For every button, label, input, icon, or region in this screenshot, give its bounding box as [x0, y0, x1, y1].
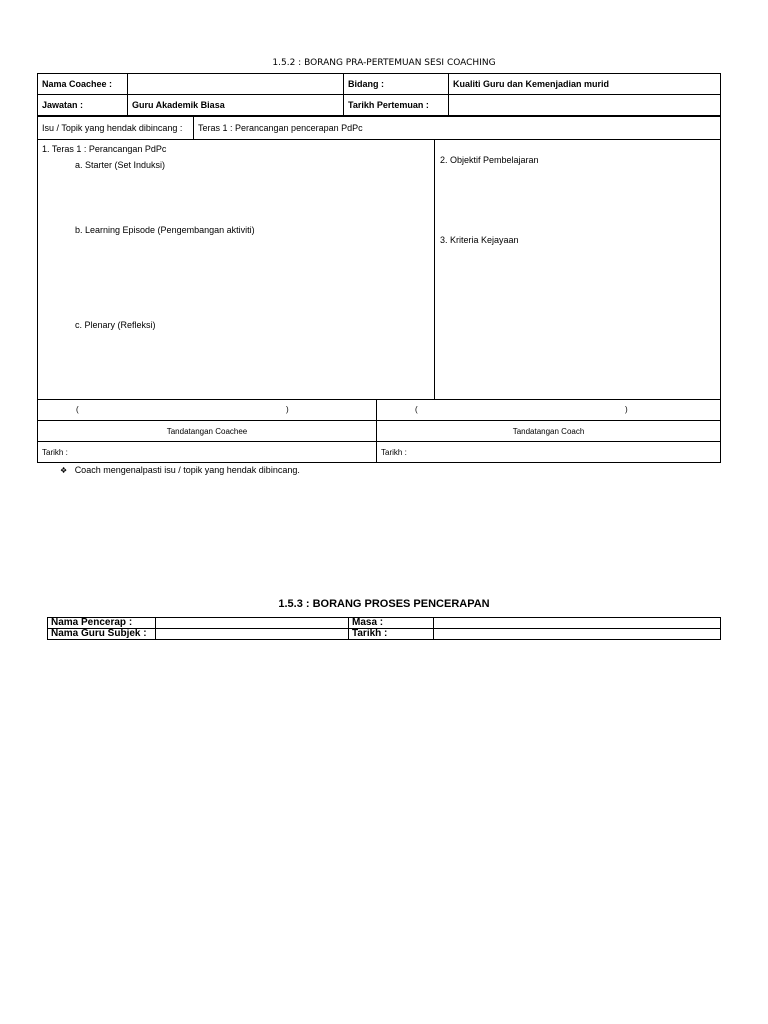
masa-label: Masa :: [349, 618, 434, 629]
pencerapan-table: [47, 617, 721, 640]
coaching-header-table: [37, 73, 721, 116]
sig-close-paren: ): [286, 405, 289, 414]
note: [60, 465, 300, 475]
diamond-bullet-icon: ❖: [60, 466, 68, 475]
objektif-item: 2. Objektif Pembelajaran: [440, 155, 539, 165]
nama-pencerap-label: Nama Pencerap :: [48, 618, 156, 629]
nama-guru-field[interactable]: [156, 629, 349, 640]
tarikh-field[interactable]: [434, 629, 721, 640]
tarikh-pertemuan-field[interactable]: [449, 95, 721, 116]
isu-value[interactable]: Teras 1 : Perancangan pencerapan PdPc: [198, 123, 363, 133]
sig-open-paren: (: [76, 405, 79, 414]
nama-pencerap-field[interactable]: [156, 618, 349, 629]
sig-close-paren: ): [625, 405, 628, 414]
isu-divider: [193, 116, 194, 139]
masa-field[interactable]: [434, 618, 721, 629]
learning-episode-item: b. Learning Episode (Pengembangan aktiviti): [75, 225, 255, 235]
jawatan-label: Jawatan :: [38, 95, 128, 116]
nama-coachee-label: Nama Coachee :: [38, 74, 128, 95]
bidang-value[interactable]: Kualiti Guru dan Kemenjadian murid: [449, 74, 721, 95]
form2-title: 1.5.3 : BORANG PROSES PENCERAPAN: [278, 598, 490, 610]
content-divider: [434, 139, 435, 400]
nama-coachee-field[interactable]: [128, 74, 344, 95]
note-text: Coach mengenalpasti isu / topik yang hendak dibincang.: [74, 465, 300, 475]
tarikh-label: Tarikh :: [349, 629, 434, 640]
coachee-signature-field[interactable]: [38, 400, 377, 421]
nama-guru-label: Nama Guru Subjek :: [48, 629, 156, 640]
tandatangan-coach-label: Tandatangan Coach: [377, 421, 721, 442]
starter-item: a. Starter (Set Induksi): [75, 160, 166, 170]
tarikh-coachee-field[interactable]: Tarikh :: [38, 442, 377, 463]
planning-content-box: [37, 139, 721, 400]
signature-table: [37, 399, 721, 463]
teras-item: 1. Teras 1 : Perancangan PdPc: [42, 144, 167, 154]
tarikh-pertemuan-label: Tarikh Pertemuan :: [344, 95, 449, 116]
coach-signature-field[interactable]: [377, 400, 721, 421]
isu-label: Isu / Topik yang hendak dibincang :: [42, 123, 183, 133]
sig-open-paren: (: [415, 405, 418, 414]
form1-title: 1.5.2 : BORANG PRA-PERTEMUAN SESI COACHING: [272, 58, 496, 68]
tandatangan-coachee-label: Tandatangan Coachee: [38, 421, 377, 442]
kriteria-item: 3. Kriteria Kejayaan: [440, 235, 519, 245]
tarikh-coach-field[interactable]: Tarikh :: [377, 442, 721, 463]
plenary-item: c. Plenary (Refleksi): [75, 320, 156, 330]
jawatan-value[interactable]: Guru Akademik Biasa: [128, 95, 344, 116]
bidang-label: Bidang :: [344, 74, 449, 95]
